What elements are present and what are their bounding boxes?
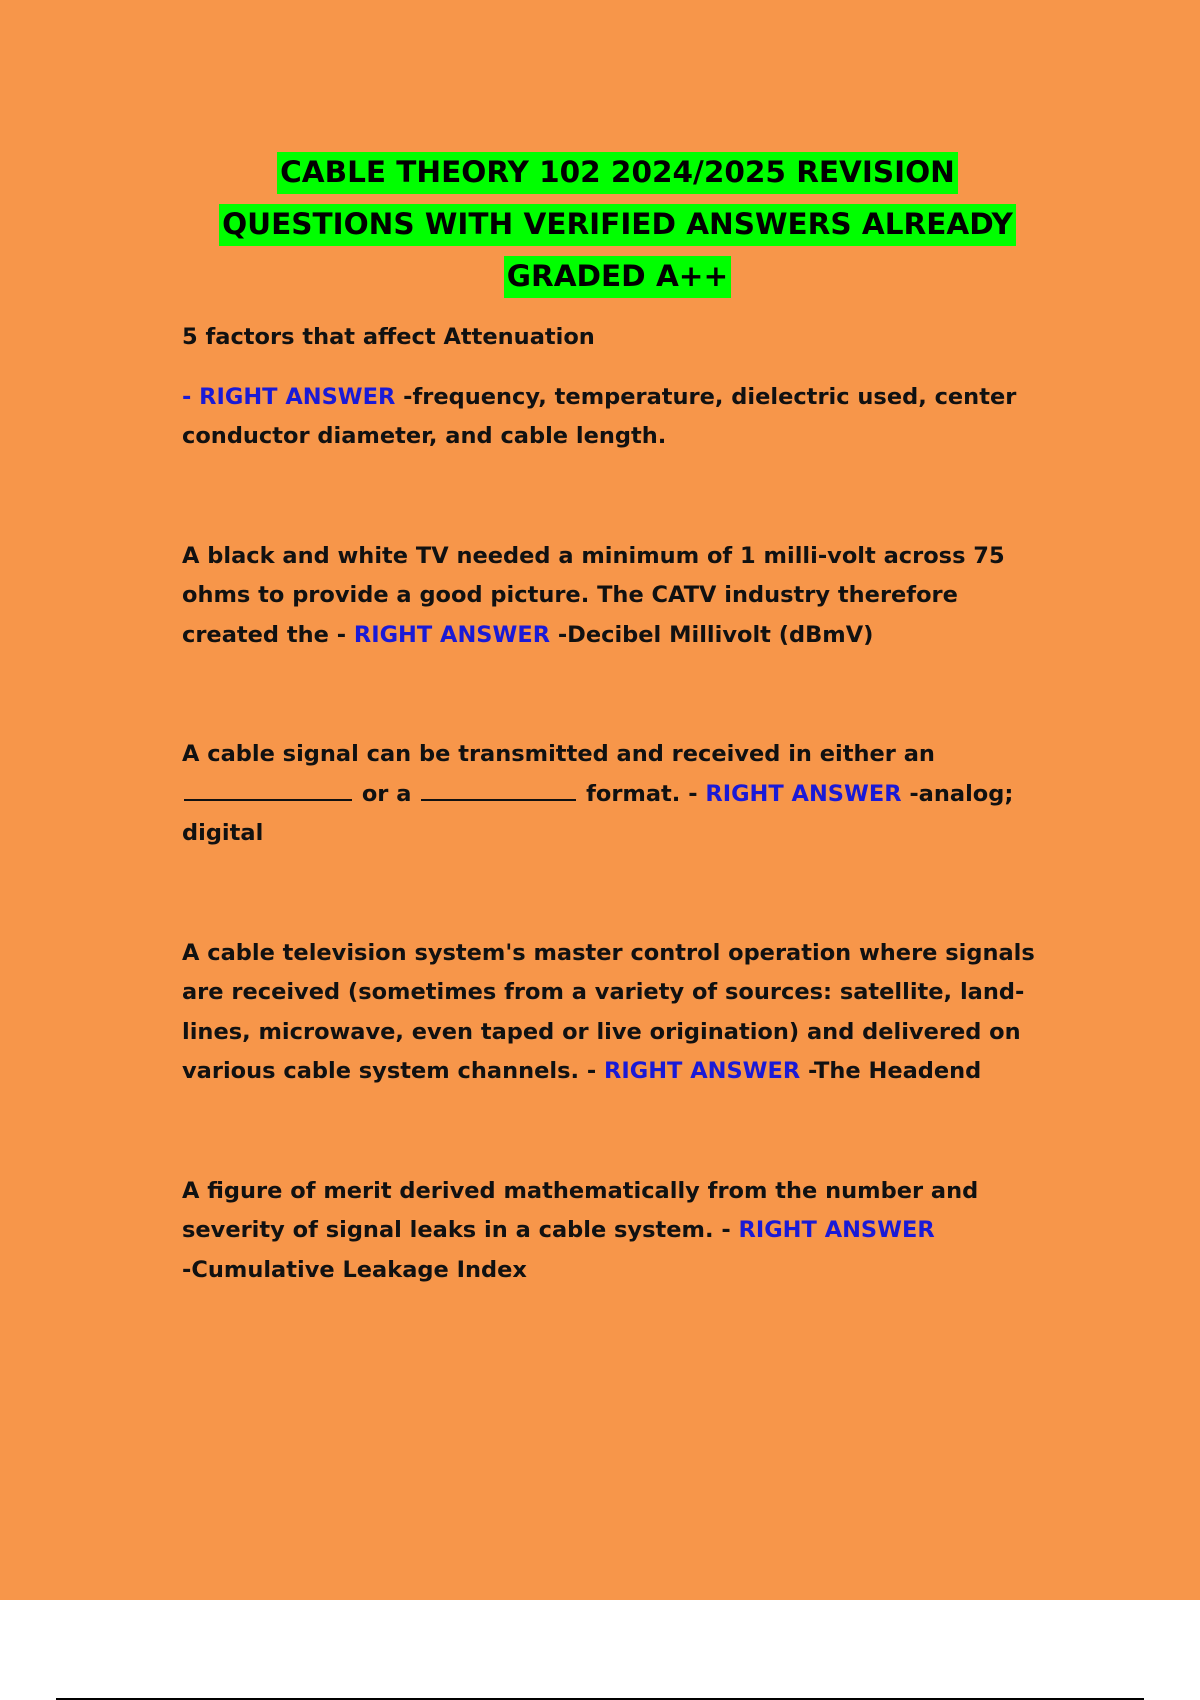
answer-text: -Cumulative Leakage Index (182, 1256, 527, 1283)
fill-in-blank (184, 777, 352, 801)
question-text: A cable signal can be transmitted and received in either an (182, 741, 935, 767)
qa-item-1-answer (182, 378, 1062, 457)
qa-item-1-question: 5 factors that affect Attenuation (182, 324, 595, 350)
fill-in-blank (421, 777, 576, 801)
title-line-2: QUESTIONS WITH VERIFIED ANSWERS ALREADY (150, 198, 1085, 250)
right-answer-label: RIGHT ANSWER (199, 383, 396, 410)
right-answer-label: RIGHT ANSWER (353, 621, 551, 648)
question-text: A black and white TV needed a minimum of 1 milli-volt across 75 ohms to provide a good picture. The CATV industry therefore created the - (182, 542, 1005, 648)
qa-item-4 (182, 934, 1062, 1092)
right-answer-label: RIGHT ANSWER (738, 1217, 935, 1243)
question-text: A cable television system's master control operation where signals are received (sometimes from a variety of sources: satellite, land-lines, microwave, even taped or live origination) and delivered on various cable system channels. - (182, 939, 1035, 1084)
answer-text: -The Headend (800, 1058, 982, 1084)
answer-text: -frequency, temperature, dielectric used, center conductor diameter, and cable length. (182, 383, 1017, 449)
qa-item-3 (182, 735, 1062, 854)
question-text: A figure of merit derived mathematically from the number and severity of signal leaks in a cable system. - (182, 1177, 979, 1243)
document-title (150, 146, 1085, 302)
answer-text: -Decibel Millivolt (dBmV) (550, 621, 874, 648)
answer-prefix: - (182, 383, 200, 410)
answer-text: -analog; digital (182, 780, 1014, 846)
right-answer-label: RIGHT ANSWER (604, 1058, 801, 1084)
qa-item-5 (182, 1172, 1062, 1291)
question-text: format. - (578, 780, 706, 807)
title-line-3: GRADED A++ (150, 250, 1085, 302)
title-line-1: CABLE THEORY 102 2024/2025 REVISION (150, 146, 1085, 198)
qa-item-2 (182, 537, 1062, 656)
right-answer-label: RIGHT ANSWER (705, 780, 902, 807)
question-text: or a (354, 780, 420, 807)
qa-list (182, 318, 1062, 1290)
